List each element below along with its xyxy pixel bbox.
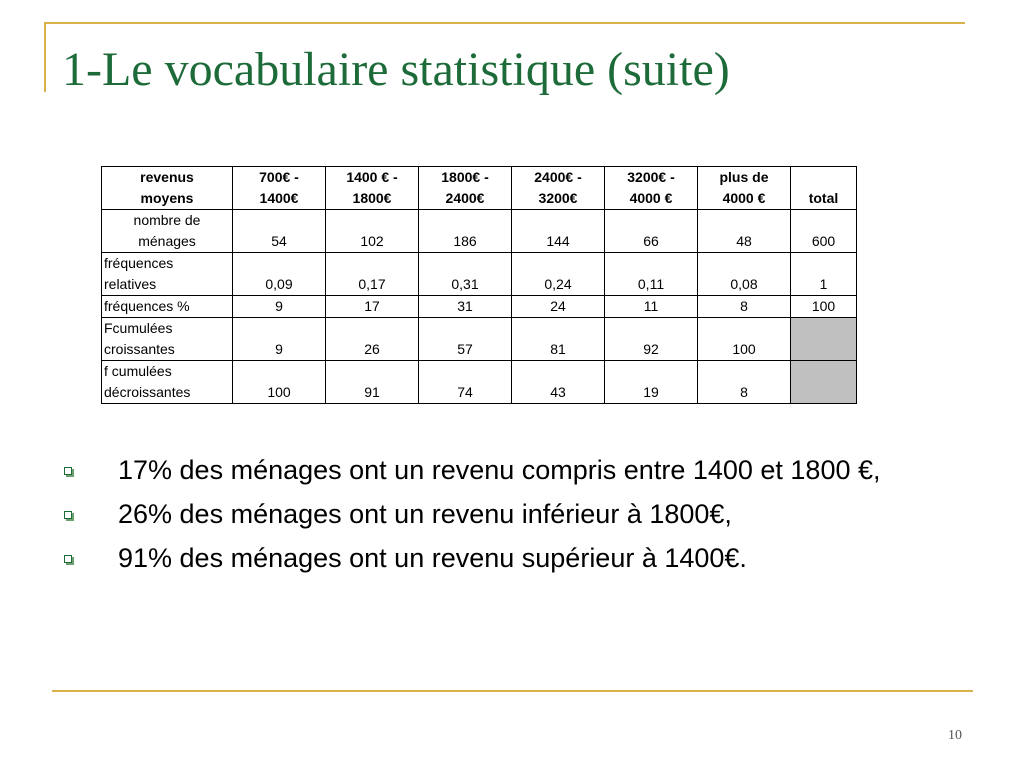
column-header: 2400€ - 3200€: [512, 167, 605, 210]
table-row: [102, 253, 857, 296]
bullet-item: [64, 494, 974, 534]
table-cell: 9: [233, 296, 326, 318]
table-cell: 186: [419, 210, 512, 253]
table-cell: 24: [512, 296, 605, 318]
table-cell: 100: [233, 361, 326, 404]
bullet-text: 17% des ménages ont un revenu compris entre 1400 et 1800 €,: [118, 455, 881, 485]
table-cell: 19: [605, 361, 698, 404]
table-cell: 48: [698, 210, 791, 253]
table-cell: 9: [233, 318, 326, 361]
bottom-rule: [52, 690, 973, 692]
table-cell: 0,09: [233, 253, 326, 296]
table-cell: 81: [512, 318, 605, 361]
row-label: f cumulées décroissantes: [102, 361, 233, 404]
column-header: plus de 4000 €: [698, 167, 791, 210]
shaded-cell: [791, 318, 857, 361]
column-header: 700€ - 1400€: [233, 167, 326, 210]
bullet-item: [64, 538, 974, 578]
table-cell: 600: [791, 210, 857, 253]
table-cell: 17: [326, 296, 419, 318]
table-row: [102, 318, 857, 361]
table-cell: 100: [698, 318, 791, 361]
table-cell: 0,31: [419, 253, 512, 296]
square-bullet-icon: [64, 467, 72, 475]
table-cell: 0,24: [512, 253, 605, 296]
left-rule: [44, 22, 46, 92]
slide-title: 1-Le vocabulaire statistique (suite): [62, 43, 730, 96]
column-header: total: [791, 167, 857, 210]
table-cell: 102: [326, 210, 419, 253]
bullet-list: [64, 450, 974, 582]
column-header: revenus moyens: [102, 167, 233, 210]
row-label: fréquences relatives: [102, 253, 233, 296]
row-label: fréquences %: [102, 296, 233, 318]
table-cell: 8: [698, 361, 791, 404]
page-number: 10: [948, 728, 962, 743]
column-header: 1800€ - 2400€: [419, 167, 512, 210]
table-cell: 0,17: [326, 253, 419, 296]
row-label: Fcumulées croissantes: [102, 318, 233, 361]
table-cell: 91: [326, 361, 419, 404]
table-row: [102, 296, 857, 318]
table-row: [102, 361, 857, 404]
table-cell: 0,08: [698, 253, 791, 296]
bullet-text: 26% des ménages ont un revenu inférieur à 1800€,: [118, 499, 732, 529]
top-rule: [44, 22, 965, 24]
table-cell: 26: [326, 318, 419, 361]
table-cell: 8: [698, 296, 791, 318]
square-bullet-icon: [64, 511, 72, 519]
table-cell: 66: [605, 210, 698, 253]
table-cell: 0,11: [605, 253, 698, 296]
table-cell: 74: [419, 361, 512, 404]
table-cell: 11: [605, 296, 698, 318]
shaded-cell: [791, 361, 857, 404]
table-cell: 100: [791, 296, 857, 318]
table-header-row: [102, 167, 857, 210]
table-cell: 92: [605, 318, 698, 361]
column-header: 3200€ - 4000 €: [605, 167, 698, 210]
table-cell: 1: [791, 253, 857, 296]
table-cell: 43: [512, 361, 605, 404]
bullet-item: [64, 450, 974, 490]
bullet-text: 91% des ménages ont un revenu supérieur à 1400€.: [118, 543, 747, 573]
row-label: nombre de ménages: [102, 210, 233, 253]
statistics-table: [101, 166, 857, 404]
column-header: 1400 € - 1800€: [326, 167, 419, 210]
square-bullet-icon: [64, 555, 72, 563]
table-cell: 54: [233, 210, 326, 253]
table-cell: 57: [419, 318, 512, 361]
table-cell: 31: [419, 296, 512, 318]
table-cell: 144: [512, 210, 605, 253]
table-row: [102, 210, 857, 253]
